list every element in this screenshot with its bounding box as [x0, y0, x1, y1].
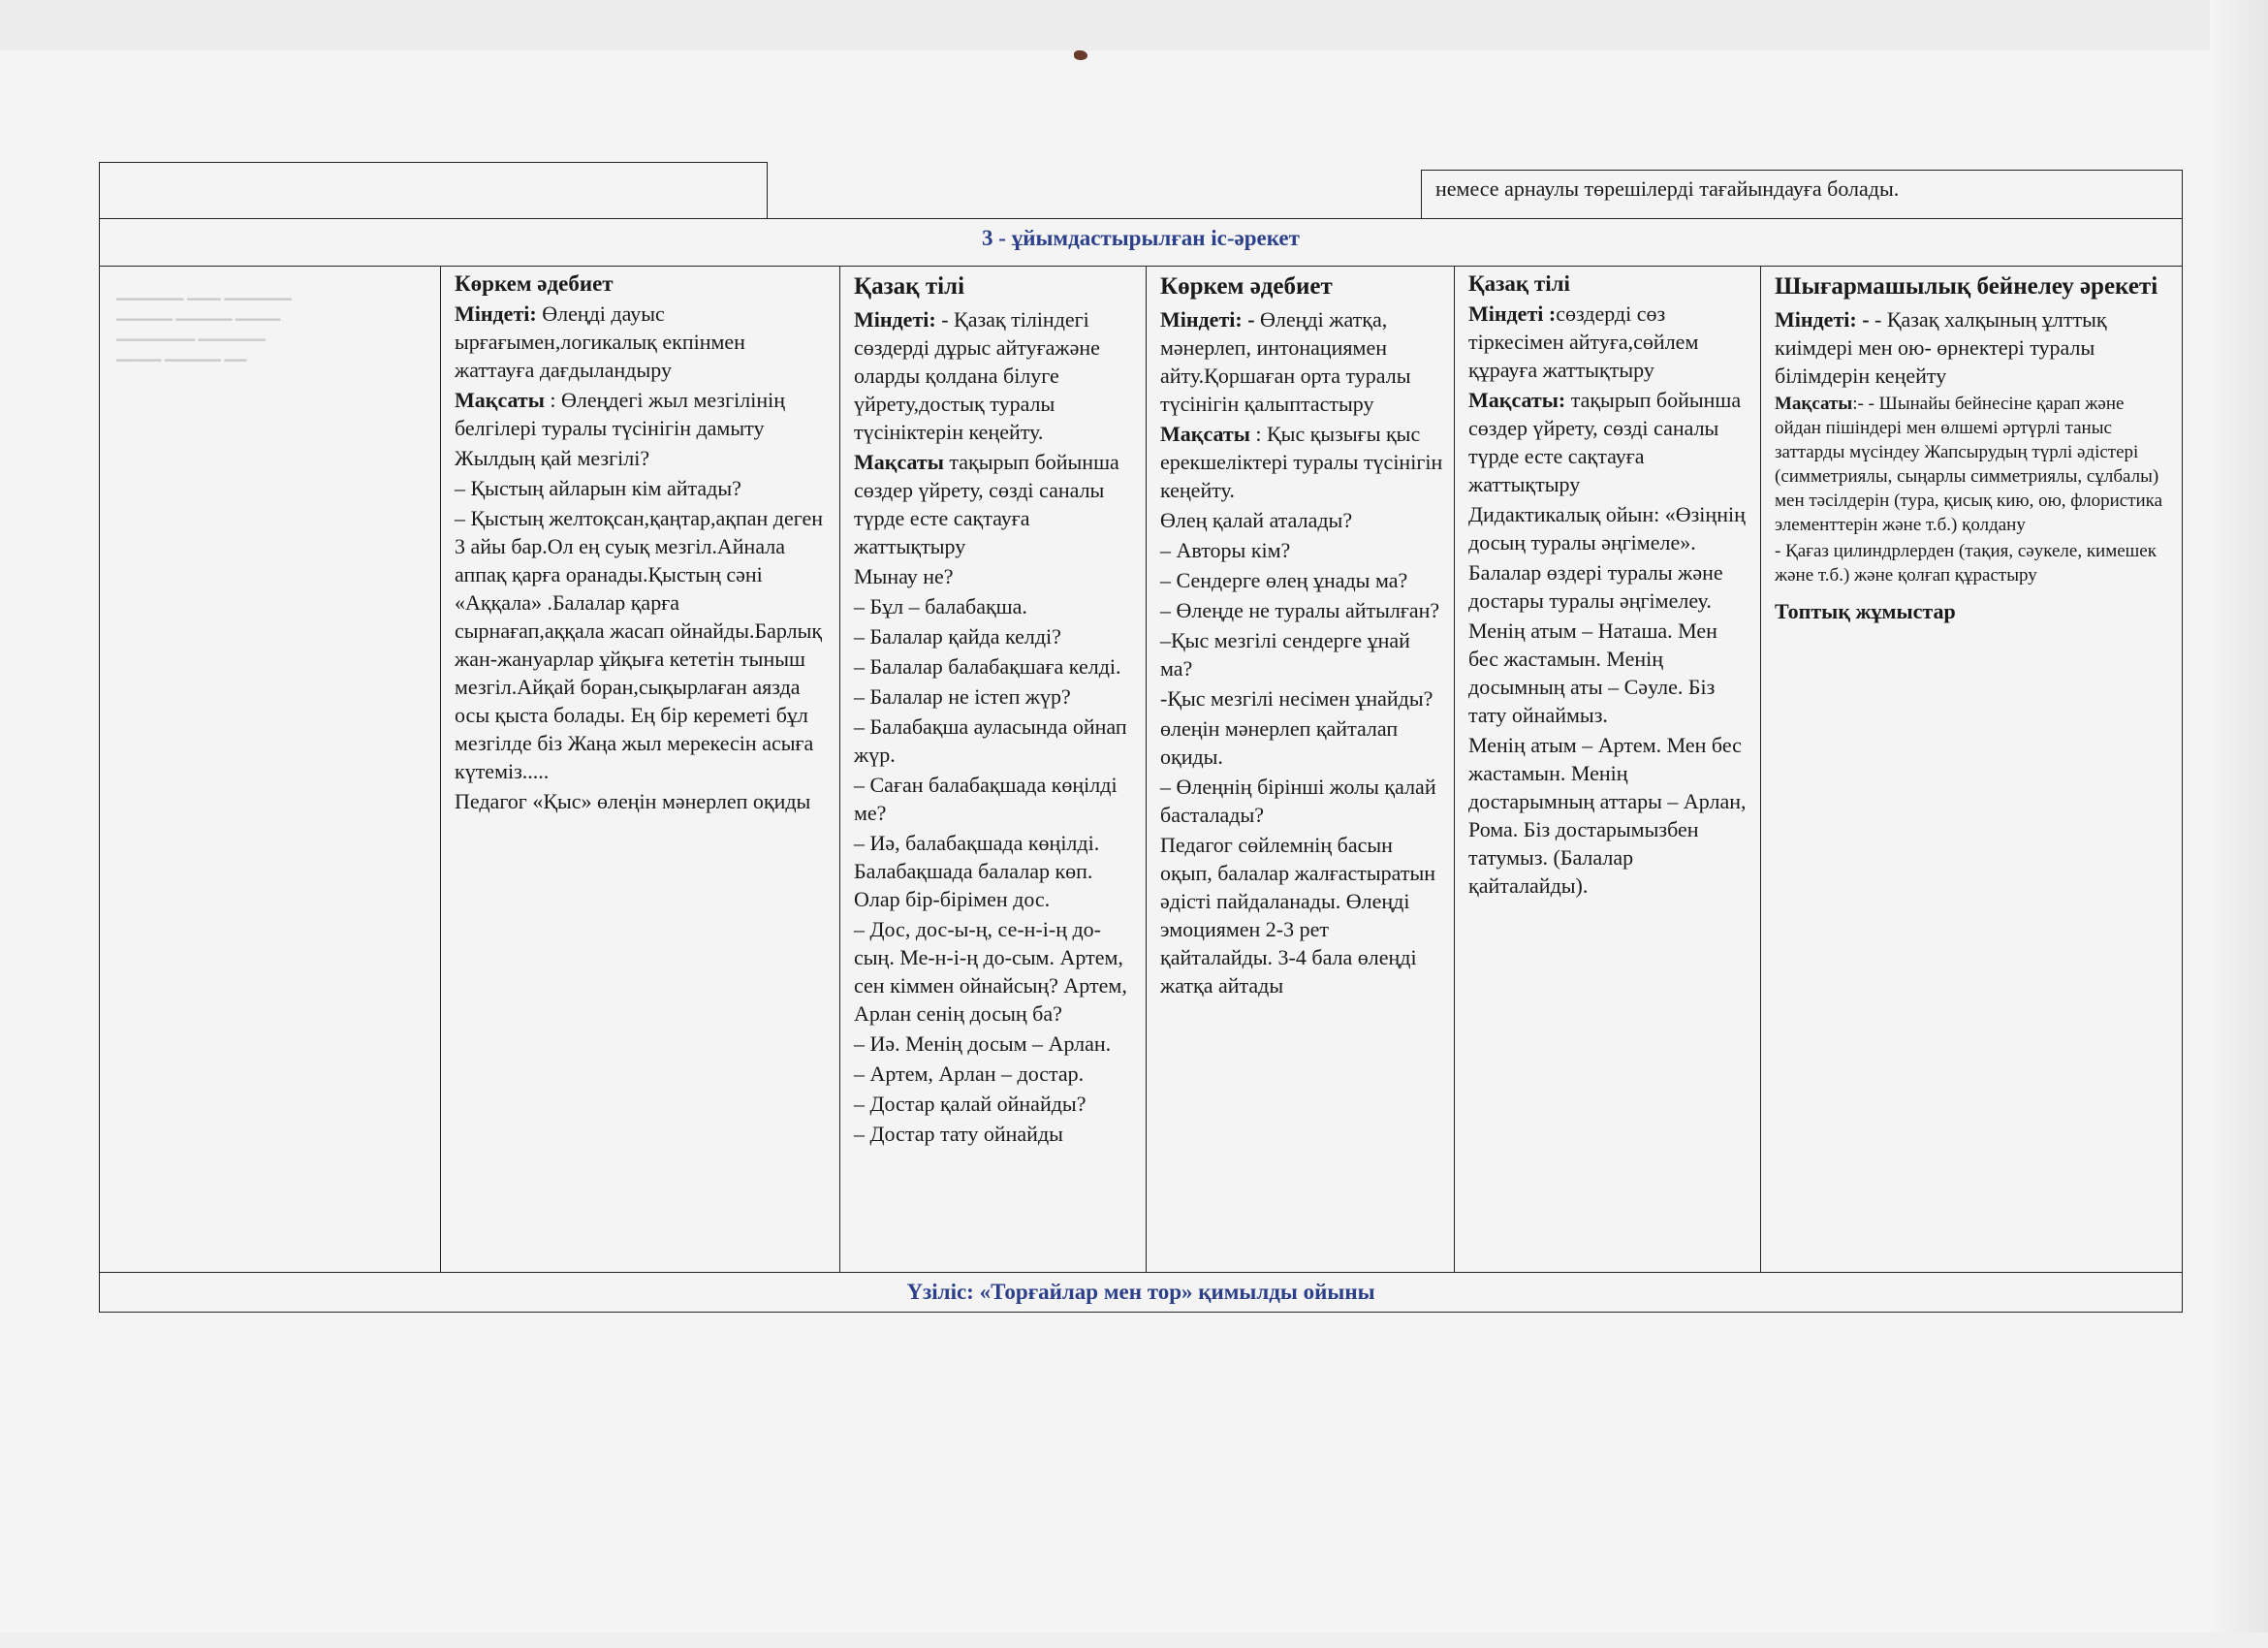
column-line — [854, 829, 1136, 913]
line-text: : Өлеңдегі жыл мезгілінің белгілері туралы түсінігін дамыту — [455, 388, 785, 440]
column-title: Қазақ тілі — [854, 273, 965, 300]
line-text: – Дос, дос-ы-ң, се-н-і-ң до-сың. Ме-н-і-ң до-сым. Артем, сен кіммен ойнайсың? Артем, Арлан сенің досың ба? — [854, 917, 1127, 1026]
column-line — [1775, 305, 2173, 390]
line-text: Жылдың қай мезгілі? — [455, 446, 650, 470]
column-line — [1160, 831, 1444, 999]
column-line — [1775, 539, 2173, 587]
column-line — [854, 915, 1136, 1028]
line-text: - Қазақ тіліндегі сөздерді дұрыс айтуғажәне оларды қолдана білуге үйрету,достық туралы түсініктерін кеңейту. — [854, 307, 1100, 444]
line-text: тақырып бойынша сөздер үйрету, сөзді саналы түрде есте сақтауға жаттықтыру — [854, 450, 1119, 558]
top-right-cell — [1421, 170, 2183, 218]
line-label: Міндеті : — [1468, 301, 1557, 326]
line-text: :- - Шынайы бейнесіне қарап және ойдан пішіндері мен өлшемі әртүрлі таныс заттарды мүсіндеу Жапсырудың түрлі әдістері (симметриялы, сыңарлы симметриялы, сұлбалы) мен тәсілдерін (тура, қисық кию, ою, флористика элементтерін және т.б.) қолдану — [1775, 394, 2163, 535]
line-text: - Қазақ халқының ұлттық киімдері мен ою- өрнектері туралы білімдерін кеңейту — [1775, 307, 2107, 388]
column-creative-art — [1760, 267, 2183, 1272]
line-text: – Бұл – балабақша. — [854, 594, 1027, 618]
line-text: –Қыс мезгілі сендерге ұнай ма? — [1160, 628, 1410, 681]
line-text: – Балалар балабақшаға келді. — [854, 654, 1121, 679]
line-text: -Қыс мезгілі несімен ұнайды? — [1160, 686, 1433, 711]
column-line — [1160, 684, 1444, 713]
line-text: тақырып бойынша сөздер үйрету, сөзді саналы түрде есте сақтауға жаттықтыру — [1468, 388, 1742, 496]
column-line — [455, 386, 830, 442]
line-label: Мақсаты — [455, 388, 545, 412]
line-text: – Қыстың айларын кім айтады? — [455, 476, 741, 500]
line-text: Өлеңді жатқа, мәнерлеп, интонациямен айту.Қоршаған орта туралы түсінігін қалыптастыру — [1160, 307, 1411, 416]
column-line — [455, 787, 830, 815]
column-body — [1775, 305, 2173, 625]
line-label: Мақсаты: — [1468, 388, 1566, 412]
column-line — [1160, 596, 1444, 624]
line-text: Менің атым – Наташа. Мен бес жастамын. Менің досымның аты – Сәуле. Біз тату ойнаймыз. — [1468, 618, 1717, 727]
line-text: – Иә. Менің досым – Арлан. — [854, 1031, 1112, 1056]
column-line — [854, 652, 1136, 681]
line-label: Міндеті: — [455, 301, 543, 326]
line-text: өлеңін мәнерлеп қайталап оқиды. — [1160, 716, 1399, 769]
column-title: Қазақ тілі — [1468, 271, 1570, 296]
column-literature-2 — [1146, 267, 1454, 1272]
line-text: – Сендерге өлең ұнады ма? — [1160, 568, 1408, 592]
line-label: Мақсаты — [1160, 422, 1250, 446]
column-line — [1160, 305, 1444, 418]
column-line — [455, 444, 830, 472]
column-line — [1160, 506, 1444, 534]
line-text: Топтық жұмыстар — [1775, 599, 1956, 623]
column-line — [854, 448, 1136, 560]
column-line — [854, 1060, 1136, 1088]
column-line — [854, 622, 1136, 650]
column-line — [854, 713, 1136, 769]
column-line — [1468, 500, 1750, 556]
line-text: Балалар өздері туралы және достары туралы әңгімелеу. — [1468, 560, 1723, 613]
scan-bottom-edge — [0, 1632, 2268, 1648]
line-text: – Балалар не істеп жүр? — [854, 684, 1071, 709]
line-text: – Достар тату ойнайды — [854, 1122, 1063, 1146]
line-text: Педагог сөйлемнің басын оқып, балалар жалғастыратын әдісті пайдаланады. Өлеңді эмоциямен 2-3 рет қайталайды. 3-4 бала өлеңді жатқа айтады — [1160, 833, 1436, 998]
line-text: – Өлеңнің бірінші жолы қалай басталады? — [1160, 775, 1436, 827]
line-text: Менің атым – Артем. Мен бес жастамын. Менің достарымның аттары – Арлан, Рома. Біз достарымызбен татумыз. (Балалар қайталайды). — [1468, 733, 1747, 898]
column-line — [1468, 617, 1750, 729]
empty-left-cell — [99, 267, 440, 1272]
column-line — [1160, 566, 1444, 594]
line-text: – Қыстың желтоқсан,қаңтар,ақпан деген 3 айы бар.Ол ең суық мезгіл.Айнала аппақ қарға оранады.Қыстың сәні «Аққала» .Балалар қарға сырнағап,аққала жасап ойнайды.Барлық жан-жануарлар ұйқыға кететін тыныш мезгіл.Айқай боран,сықырлаған аязда осы қыста болады. Ең бір кереметі бұл мезгілде біз Жаңа жыл мерекесін асыға күтеміз..... — [455, 506, 823, 783]
line-text: – Өлеңде не туралы айтылған? — [1160, 598, 1440, 622]
line-label: Міндеті: - — [1775, 307, 1870, 332]
column-title: Көркем әдебиет — [455, 271, 614, 296]
column-line — [1468, 300, 1750, 384]
top-middle-gap — [768, 162, 1520, 218]
line-text: – Артем, Арлан – достар. — [854, 1062, 1085, 1086]
column-line — [854, 1090, 1136, 1118]
column-body — [1468, 300, 1750, 900]
line-text: – Иә, балабақшада көңілді. Балабақшада балалар көп. Олар бір-бірімен дос. — [854, 831, 1100, 911]
column-line — [1160, 420, 1444, 504]
column-line — [1775, 392, 2173, 537]
column-line — [1468, 731, 1750, 900]
line-text: Педагог «Қыс» өлеңін мәнерлеп оқиды — [455, 789, 811, 813]
column-line — [1468, 386, 1750, 498]
top-right-text: немесе арнаулы төрешілерді тағайындауға болады. — [1435, 176, 1900, 201]
column-body — [854, 305, 1136, 1148]
line-text: – Балалар қайда келді? — [854, 624, 1061, 649]
line-text: сөздерді сөз тіркесімен айтуға,сөйлем құрауға жаттықтыру — [1468, 301, 1699, 382]
column-line — [1160, 773, 1444, 829]
line-text: Өлеңді дауыс ырғағымен,логикалық екпінмен жаттауға дағдыландыру — [455, 301, 745, 382]
column-line — [854, 1120, 1136, 1148]
line-text: – Саған балабақшада көңілді ме? — [854, 773, 1118, 825]
line-text: Өлең қалай аталады? — [1160, 508, 1353, 532]
column-line — [455, 474, 830, 502]
scan-speck — [1074, 50, 1087, 60]
column-line — [854, 771, 1136, 827]
line-text: – Достар қалай ойнайды? — [854, 1092, 1087, 1116]
column-line — [1160, 626, 1444, 682]
column-line — [1468, 558, 1750, 615]
line-label: Міндеті: — [854, 307, 936, 332]
column-line — [854, 592, 1136, 620]
column-line — [455, 300, 830, 384]
column-line — [854, 682, 1136, 711]
column-line — [1775, 597, 2173, 625]
line-label: Мақсаты — [1775, 394, 1853, 414]
column-literature-1 — [440, 267, 839, 1272]
section-header-row — [99, 218, 2183, 267]
bleed-through-text: ▁▁▁▁▁▁ ▁▁▁ ▁▁▁▁▁▁ ▁▁▁▁▁ ▁▁▁▁▁ ▁▁▁▁ ▁▁▁▁▁▁▁ ▁▁▁▁▁▁ ▁▁▁▁ ▁▁▁▁▁ ▁▁ — [116, 285, 292, 362]
line-text: Дидактикалық ойын: «Өзіңнің досың туралы әңгімеле». — [1468, 502, 1746, 555]
line-text: : Қыс қызығы қыс ерекшеліктері туралы түсінігін кеңейту. — [1160, 422, 1443, 502]
column-line — [854, 305, 1136, 446]
break-footer: Үзіліс: «Торғайлар мен тор» қимылды ойыны — [906, 1280, 1375, 1304]
line-label: Мақсаты — [854, 450, 944, 474]
column-body — [455, 300, 830, 815]
column-line — [854, 562, 1136, 590]
line-text: - Қағаз цилиндрлерден (тақия, сәукеле, кимешек және т.б.) және қолғап құрастыру — [1775, 541, 2157, 586]
document-sheet — [99, 162, 2183, 1313]
column-line — [854, 1030, 1136, 1058]
line-text: Мынау не? — [854, 564, 954, 588]
line-label: Міндеті: - — [1160, 307, 1255, 332]
column-kazakh-1 — [839, 267, 1146, 1272]
line-text: – Балабақша ауласында ойнап жүр. — [854, 714, 1127, 767]
column-kazakh-2 — [1454, 267, 1760, 1272]
column-body — [1160, 305, 1444, 999]
column-line — [1160, 714, 1444, 771]
line-text: – Авторы кім? — [1160, 538, 1291, 562]
column-line — [1160, 536, 1444, 564]
column-title: Көркем әдебиет — [1160, 273, 1333, 300]
scan-background-top — [0, 0, 2268, 50]
top-left-cell — [99, 162, 768, 218]
activities-row — [99, 267, 2183, 1273]
section-header: 3 - ұйымдастырылған іс-әрекет — [982, 226, 1300, 250]
scan-background-right — [2210, 0, 2268, 1648]
column-line — [455, 504, 830, 785]
column-title: Шығармашылық бейнелеу әрекеті — [1775, 273, 2158, 300]
